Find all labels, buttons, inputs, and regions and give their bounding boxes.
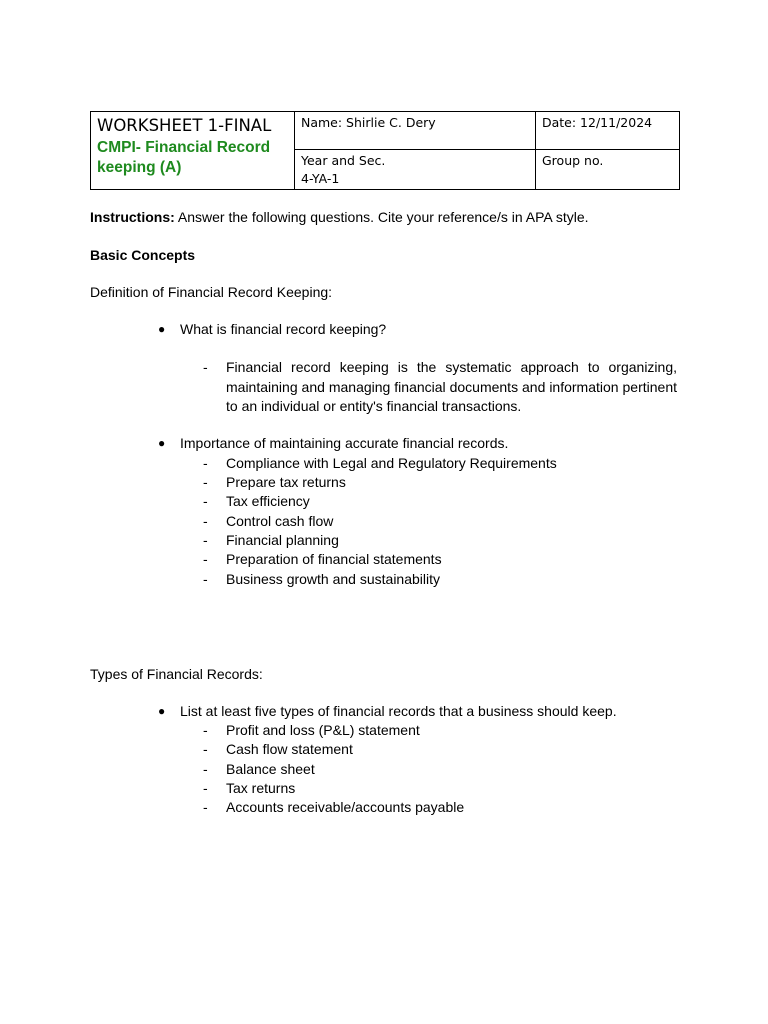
dash-marker: -: [203, 722, 208, 738]
bullet-icon: ●: [158, 322, 166, 336]
question-3: List at least five types of financial records that a business should keep.: [180, 703, 617, 719]
list-item: Prepare tax returns: [226, 474, 346, 490]
list-item: Preparation of financial statements: [226, 551, 442, 567]
list-item: Cash flow statement: [226, 741, 353, 757]
year-sec-label: Year and Sec.: [301, 153, 386, 169]
dash-marker: -: [203, 455, 208, 471]
question-2: Importance of maintaining accurate financial records.: [180, 435, 509, 451]
basic-concepts-heading: Basic Concepts: [90, 247, 196, 263]
student-name: Name: Shirlie C. Dery: [301, 115, 436, 130]
group-cell: [536, 150, 680, 190]
list-item: Business growth and sustainability: [226, 571, 441, 587]
list-item: Accounts receivable/accounts payable: [226, 799, 465, 815]
dash-marker: -: [203, 493, 208, 509]
list-item: Profit and loss (P&L) statement: [226, 722, 420, 738]
worksheet-title: WORKSHEET 1-FINAL: [97, 116, 272, 135]
worksheet-header-table: [90, 111, 680, 190]
question-1: What is financial record keeping?: [180, 321, 387, 337]
year-sec-cell: [295, 150, 536, 190]
dash-marker: -: [203, 532, 208, 548]
list-item: Tax efficiency: [226, 493, 310, 509]
dash-marker: -: [203, 761, 208, 777]
instructions-line: [90, 209, 589, 226]
year-sec-value: 4-YA-1: [301, 171, 340, 187]
definition-heading: Definition of Financial Record Keeping:: [90, 284, 333, 300]
dash-marker: -: [203, 474, 208, 490]
list-item: Financial planning: [226, 532, 339, 548]
list-item: Balance sheet: [226, 761, 315, 777]
group-no-label: Group no.: [542, 153, 604, 169]
dash-marker: -: [203, 513, 208, 529]
instructions-label: Instructions:: [90, 209, 175, 225]
list-item: Control cash flow: [226, 513, 334, 529]
answer-1: Financial record keeping is the systematic approach to organizing, maintaining and managing financial documents and information pertinent to an individual or entity's financial transactions.: [226, 359, 677, 414]
worksheet-subtitle: CMPI- Financial Record keeping (A): [97, 139, 271, 176]
dash-marker: -: [203, 741, 208, 757]
dash-marker: -: [203, 359, 208, 375]
instructions-text: Answer the following questions. Cite your reference/s in APA style.: [174, 209, 589, 225]
list-item: Tax returns: [226, 780, 296, 796]
worksheet-date: Date: 12/11/2024: [542, 115, 653, 130]
dash-marker: -: [203, 780, 208, 796]
dash-marker: -: [203, 799, 208, 815]
title-cell: [91, 112, 295, 190]
bullet-icon: ●: [158, 704, 166, 718]
bullet-icon: ●: [158, 436, 166, 450]
date-cell: [536, 112, 680, 150]
dash-marker: -: [203, 551, 208, 567]
types-heading: Types of Financial Records:: [90, 666, 263, 682]
name-cell: [295, 112, 536, 150]
list-item: Compliance with Legal and Regulatory Requirements: [226, 455, 557, 471]
dash-marker: -: [203, 571, 208, 587]
